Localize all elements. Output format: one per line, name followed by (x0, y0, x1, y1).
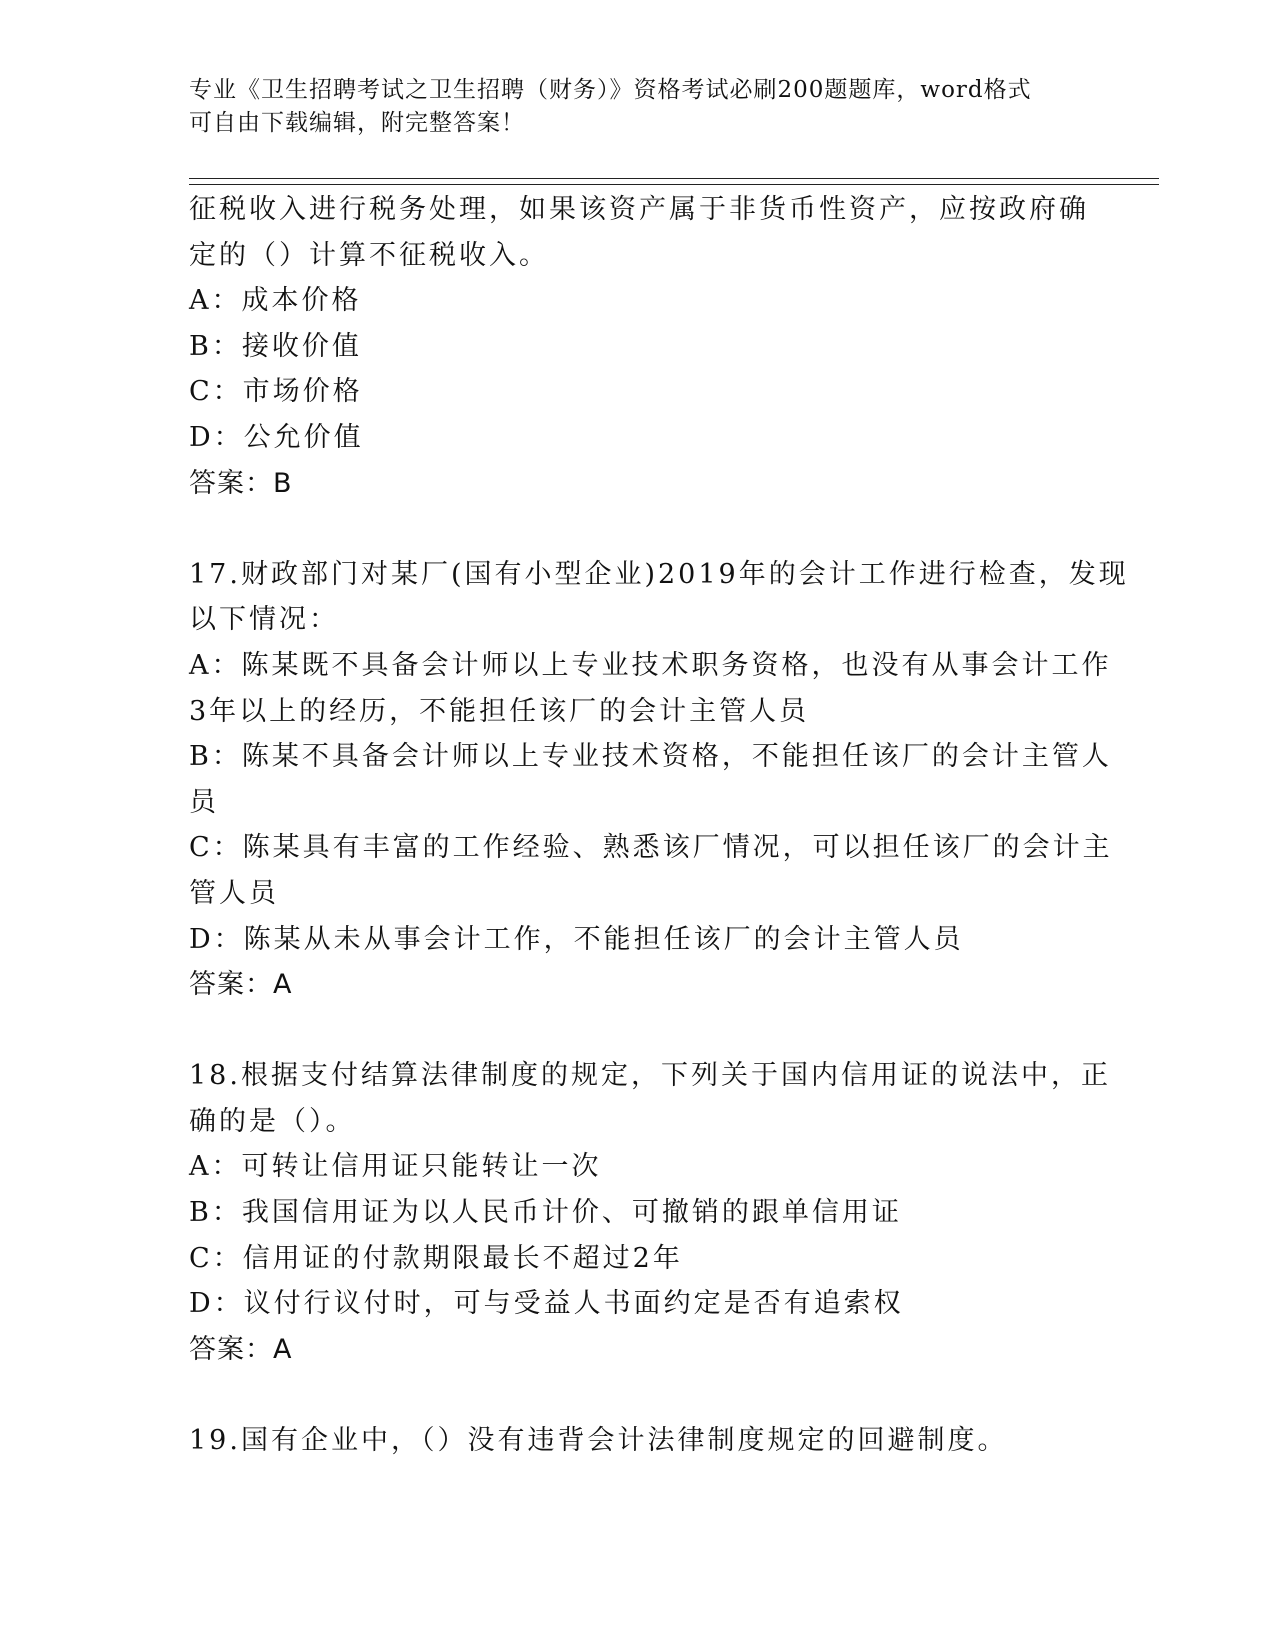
option-d: D：陈某从未从事会计工作，不能担任该厂的会计主管人员 (189, 923, 964, 955)
question-text-line: 征税收入进行税务处理，如果该资产属于非货币性资产，应按政府确 (189, 194, 1089, 225)
answer: 答案：B (189, 467, 293, 499)
spacer (189, 506, 1089, 552)
option-a: A：陈某既不具备会计师以上专业技术职务资格，也没有从事会计工作 (189, 649, 1112, 681)
page-header (189, 74, 1089, 140)
option-c-continued: 管人员 (189, 877, 279, 909)
option-c: C：信用证的付款期限最长不超过2年 (189, 1242, 683, 1274)
answer: 答案：A (189, 969, 293, 1001)
question-text-line: 确的是（）。 (189, 1105, 356, 1137)
option-b: B：接收价值 (189, 330, 362, 362)
option-b: B：我国信用证为以人民币计价、可撤销的跟单信用证 (189, 1197, 902, 1229)
question-16-continued (189, 187, 1089, 506)
header-divider-top (189, 178, 1159, 179)
question-text-line: 定的（）计算不征税收入。 (189, 239, 549, 271)
header-line-2: 可自由下载编辑，附完整答案！ (189, 110, 525, 136)
option-c: C：市场价格 (189, 376, 363, 408)
question-19 (189, 1418, 1089, 1464)
question-text-line: 17.财政部门对某厂(国有小型企业)2019年的会计工作进行检查，发现 (189, 558, 1129, 590)
option-c: C：陈某具有丰富的工作经验、熟悉该厂情况，可以担任该厂的会计主 (189, 832, 1113, 864)
option-d: D：公允价值 (189, 421, 364, 453)
spacer (189, 1372, 1089, 1418)
question-content (189, 187, 1129, 1464)
option-b-continued: 员 (189, 786, 219, 818)
header-divider-bottom (189, 184, 1159, 185)
answer: 答案：A (189, 1333, 293, 1365)
option-a: A：可转让信用证只能转让一次 (189, 1151, 602, 1183)
question-text-line: 18.根据支付结算法律制度的规定，下列关于国内信用证的说法中，正 (189, 1060, 1111, 1092)
header-line-1: 专业《卫生招聘考试之卫生招聘（财务）》资格考试必刷200题题库，word格式 (189, 77, 1032, 103)
option-d: D：议付行议付时，可与受益人书面约定是否有追索权 (189, 1288, 904, 1320)
question-17 (189, 552, 1129, 1008)
option-a-continued: 3年以上的经历，不能担任该厂的会计主管人员 (189, 695, 810, 727)
option-a: A：成本价格 (189, 285, 362, 317)
question-18 (189, 1053, 1111, 1372)
question-text-line: 19.国有企业中，（）没有违背会计法律制度规定的回避制度。 (189, 1425, 1008, 1457)
option-b: B：陈某不具备会计师以上专业技术资格，不能担任该厂的会计主管人 (189, 741, 1112, 773)
question-text-line: 以下情况： (189, 604, 339, 636)
spacer (189, 1008, 1089, 1054)
